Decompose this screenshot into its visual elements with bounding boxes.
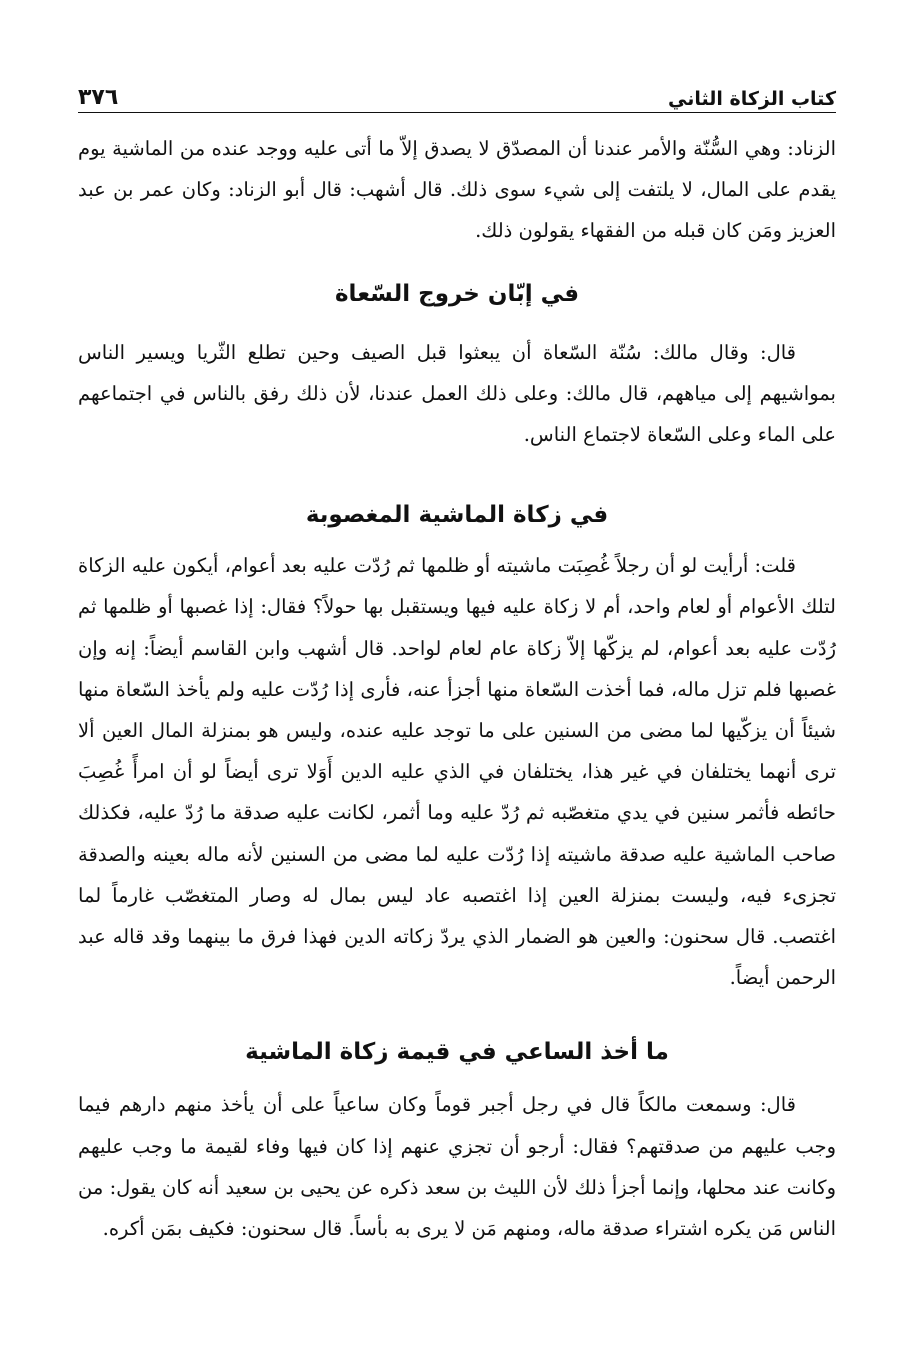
page-number: ٣٧٦ — [78, 85, 119, 110]
section-heading-collectors-departure: في إبّان خروج السّعاة — [334, 280, 579, 307]
book-title: كتاب الزكاة الثاني — [667, 88, 836, 110]
paragraph-collectors-departure: قال: وقال مالك: سُنّة السّعاة أن يبعثوا قبل الصيف وحين تطلع الثّريا ويسير الناس بمواشيهم إلى مياههم، قال مالك: وعلى ذلك العمل عندنا، لأن ذلك رفق بالناس في اجتماعهم على الماء وعلى السّعاة لاجتماع الناس. — [78, 340, 836, 447]
paragraph-collector-value: قال: وسمعت مالكاً قال في رجل أجبر قوماً وكان ساعياً على أن يأخذ منهم دارهم فيما وجب عليهم من صدقتهم؟ فقال: أرجو أن تجزي عنهم إذا كان فيها وفاء لقيمة ما وجب عليهم وكانت عند محلها، وإنما أجزأ ذلك لأن الليث بن سعد ذكره عن يحيى بن سعيد أنه كان يقول: من الناس مَن يكره اشتراء صدقة ماله، ومنهم مَن لا يرى به بأساً. قال سحنون: فكيف بمَن أكره. — [78, 1093, 836, 1241]
section-heading-seized-livestock: في زكاة الماشية المغصوبة — [305, 502, 609, 529]
running-header — [78, 76, 836, 110]
section-heading-collector-value: ما أخذ الساعي في قيمة زكاة الماشية — [245, 1039, 669, 1066]
page-body — [78, 128, 836, 1249]
paragraph-seized-livestock: قلت: أرأيت لو أن رجلاً غُصِبَت ماشيته أو ظلمها ثم رُدّت عليه بعد أعوام، أيكون عليه الزكاة لتلك الأعوام أو لعام واحد، أم لا زكاة عليه فيها ويستقبل بها حولاً؟ فقال: إذا غصبها أو ظلمها ثم رُدّت عليه بعد أعوام، لم يزكّها إلاّ زكاة عام لعام لواحد. قال أشهب وابن القاسم أيضاً: إنه وإن غصبها فلم تزل ماله، فما أخذت السّعاة منها أجزأ عنه، فأرى إذا رُدّت عليه ولم يأخذ السّعاة منها شيئاً أن يزكّيها لما مضى من السنين على ما توجد عليه عنده، وليس هو بمنزلة المال العين ألا ترى أنهما يختلفان في غير هذا، يختلفان في الذي عليه الدين أَوَلا ترى أيضاً لو أن امرأً غُصِبَ حائطه فأثمر سنين في يدي متغصّبه ثم رُدّ عليه وما أثمر، لكانت عليه صدقة ما رُدّ عليه، فكذلك صاحب الماشية عليه صدقة ماشيته إذا رُدّت عليه لما مضى من السنين لأنه ماله بعينه والصدقة تجزىء فيه، وليست بمنزلة العين إذا اغتصبه عاد ليس بمال له وصار المتغصّب غارماً لما اغتصب. قال سحنون: والعين هو الضمار الذي يردّ زكاته الدين فهذا فرق ما بينهما وقد قاله عبد الرحمن أيضاً. — [78, 554, 836, 990]
header-divider — [78, 112, 836, 113]
paragraph-continuation: الزناد: وهي السُّنّة والأمر عندنا أن المصدّق لا يصدق إلاّ ما أتى عليه ووجد عنده من الماشية يوم يقدم على المال، لا يلتفت إلى شيء سوى ذلك. قال أشهب: قال أبو الزناد: وكان عمر بن عبد العزيز ومَن كان قبله من الفقهاء يقولون ذلك. — [78, 137, 836, 243]
